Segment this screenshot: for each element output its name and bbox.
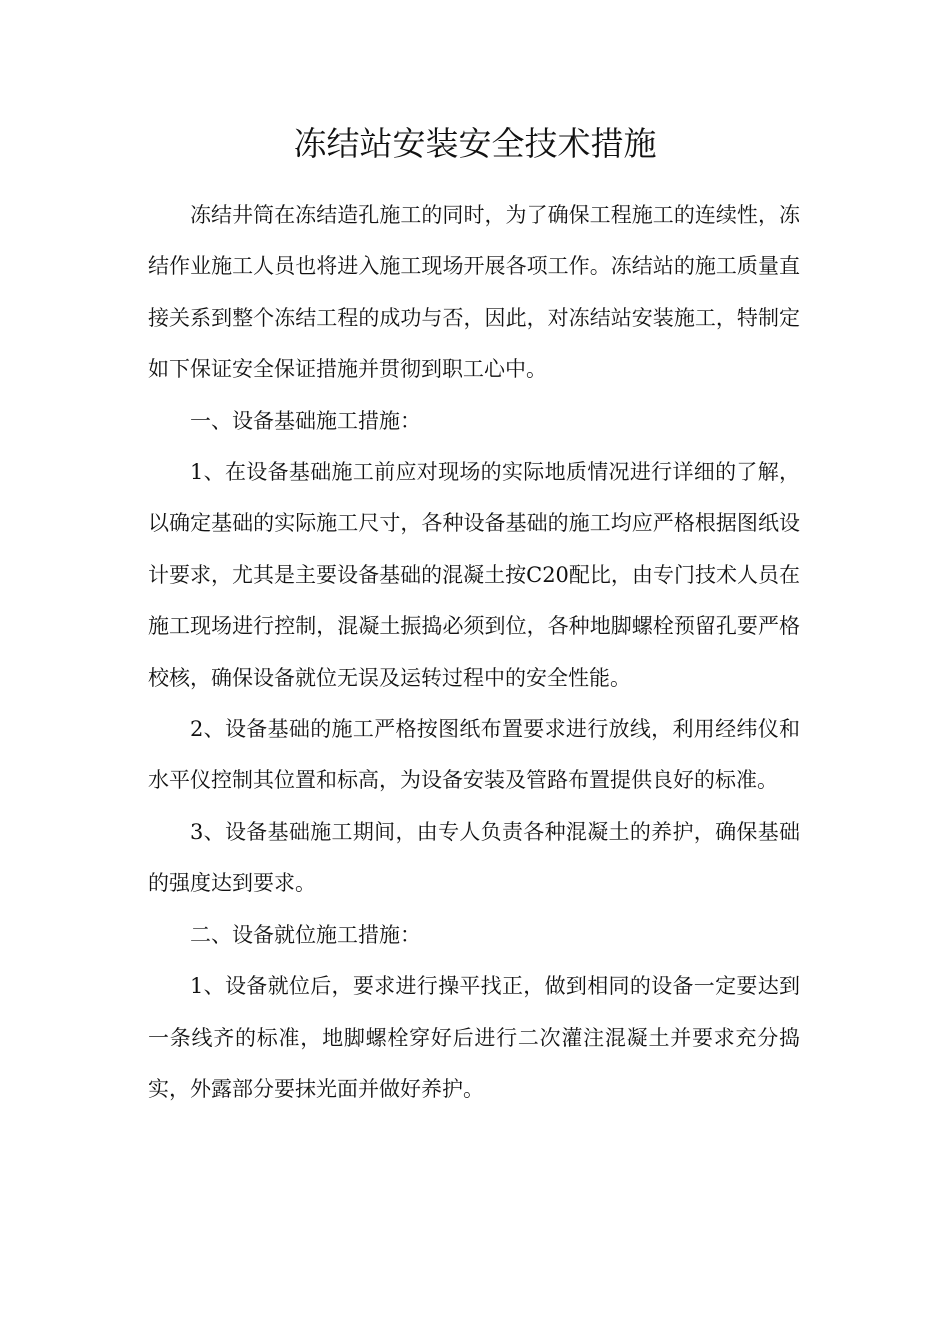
document-body bbox=[148, 190, 800, 1115]
paragraph-intro: 冻结井筒在冻结造孔施工的同时，为了确保工程施工的连续性，冻结作业施工人员也将进入施工现场开展各项工作。冻结站的施工质量直接关系到整个冻结工程的成功与否，因此，对冻结站安装施工，特制定如下保证安全保证措施并贯彻到职工心中。 bbox=[148, 203, 800, 382]
paragraph-positioning-item-1: 1、设备就位后，要求进行操平找正，做到相同的设备一定要达到一条线齐的标准，地脚螺栓穿好后进行二次灌注混凝土并要求充分捣实，外露部分要抹光面并做好养护。 bbox=[148, 974, 800, 1101]
paragraph-foundation-item-2: 2、设备基础的施工严格按图纸布置要求进行放线，利用经纬仪和水平仪控制其位置和标高，为设备安装及管路布置提供良好的标准。 bbox=[148, 717, 800, 793]
section-heading-equipment-positioning: 二、设备就位施工措施： bbox=[190, 922, 421, 947]
section-heading-equipment-foundation: 一、设备基础施工措施： bbox=[190, 408, 421, 433]
document-title: 冻结站安装安全技术措施 bbox=[293, 124, 657, 163]
paragraph-foundation-item-1: 1、在设备基础施工前应对现场的实际地质情况进行详细的了解，以确定基础的实际施工尺寸，各种设备基础的施工均应严格根据图纸设计要求，尤其是主要设备基础的混凝土按C20配比，由专门技术人员在施工现场进行控制，混凝土振捣必须到位，各种地脚螺栓预留孔要严格校核，确保设备就位无误及运转过程中的安全性能。 bbox=[148, 460, 800, 690]
paragraph-foundation-item-3: 3、设备基础施工期间，由专人负责各种混凝土的养护，确保基础的强度达到要求。 bbox=[148, 819, 800, 896]
